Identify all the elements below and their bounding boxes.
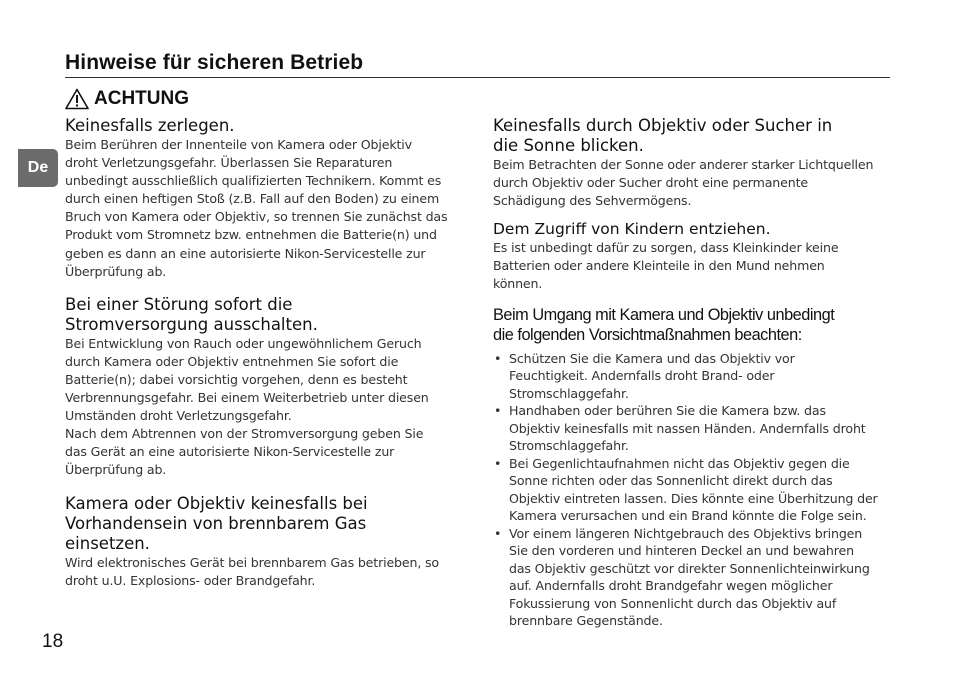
section-body: Bei Entwicklung von Rauch oder ungewöhnlichem Geruch durch Kamera oder Objektiv entnehmen Sie sofort die Batterie(n); dabei vorsichtig vorgehen, denn es besteht Verbrennungsgefahr. Bei einem Weiterbetrieb unter diesen Umständen droht Verletzungsgefahr. Nach dem Abtrennen von der Stromversorgung geben Sie das Gerät an eine autorisierte Nikon-Servicestelle zur Überprüfung ab. — [65, 335, 429, 478]
bullet-icon: • — [494, 403, 502, 419]
list-item-text: Schützen Sie die Kamera und das Objektiv vor Feuchtigkeit. Andernfalls droht Brand- oder Stromschlaggefahr. — [509, 350, 795, 401]
page-number: 18 — [42, 631, 64, 652]
section-malfunction — [65, 295, 465, 480]
section-flammable-gas — [65, 494, 465, 590]
section-sun — [493, 116, 893, 210]
bullet-icon: • — [494, 350, 502, 366]
section-heading: Kamera oder Objektiv keinesfalls bei Vorhandensein von brennbarem Gas einsetzen. — [65, 493, 368, 553]
list-item — [493, 402, 893, 455]
bullet-icon: • — [494, 525, 502, 541]
list-item — [493, 455, 893, 525]
section-heading: Bei einer Störung sofort die Stromversorgung ausschalten. — [65, 294, 318, 334]
list-item-text: Vor einem längeren Nichtgebrauch des Objektivs bringen Sie den vorderen und hinteren Deckel an und bewahren das Objektiv geschützt vor direkter Sonnenlichteinwirkung auf. Andernfalls droht Brandgefahr wegen möglicher Fokussierung von Sonnenlicht durch das Objektiv auf brennbare Gegenstände. — [509, 525, 870, 629]
page-title: Hinweise für sicheren Betrieb — [65, 51, 364, 74]
section-body: Beim Berühren der Innenteile von Kamera oder Objektiv droht Verletzungsgefahr. Überlassen Sie Reparaturen unbedingt ausschließlich qualifizierten Technikern. Kommt es durch einen heftigen Stoß (z.B. Fall auf den Boden) zu einem Bruch von Kamera oder Objektiv, so trennen Sie zunächst das Produkt vom Stromnetz bzw. entnehmen die Batterie(n) und geben es dann an eine autorisierte Nikon-Servicestelle zur Überprüfung ab. — [65, 137, 448, 279]
section-children — [493, 220, 893, 293]
language-tab: De — [18, 149, 58, 187]
section-precautions — [493, 305, 893, 630]
section-disassembly — [65, 116, 465, 281]
list-item-text: Handhaben oder berühren Sie die Kamera bzw. das Objektiv keinesfalls mit nassen Händen. Andernfalls droht Stromschlaggefahr. — [509, 403, 866, 454]
section-heading: Keinesfalls durch Objektiv oder Sucher in die Sonne blicken. — [493, 116, 833, 155]
section-body: Es ist unbedingt dafür zu sorgen, dass Kleinkinder keine Batterien oder andere Kleinteile in den Mund nehmen können. — [493, 240, 839, 292]
right-column — [493, 116, 893, 630]
section-heading: Dem Zugriff von Kindern entziehen. — [493, 220, 771, 239]
section-body: Wird elektronisches Gerät bei brennbarem Gas betrieben, so droht u.U. Explosions- oder Brandgefahr. — [65, 554, 439, 588]
warning-label: ACHTUNG — [94, 88, 189, 109]
warning-header — [65, 86, 189, 112]
bullet-icon: • — [494, 455, 502, 471]
title-divider — [65, 77, 890, 78]
precautions-list — [493, 350, 893, 630]
list-item — [493, 350, 893, 403]
precautions-heading: Beim Umgang mit Kamera und Objektiv unbedingt die folgenden Vorsichtmaßnahmen beachten: — [493, 304, 835, 344]
left-column — [65, 116, 465, 590]
section-body: Beim Betrachten der Sonne oder anderer starker Lichtquellen durch Objektiv oder Sucher droht eine permanente Schädigung des Sehvermögens. — [493, 157, 874, 209]
list-item-text: Bei Gegenlichtaufnahmen nicht das Objektiv gegen die Sonne richten oder das Sonnenlicht direkt durch das Objektiv eintreten lassen. Dies könnte eine Überhitzung der Kamera verursachen und ein Brand könnte die Folge sein. — [509, 455, 878, 524]
warning-triangle-icon — [65, 88, 89, 110]
list-item — [493, 525, 893, 630]
section-heading: Keinesfalls zerlegen. — [65, 116, 235, 135]
